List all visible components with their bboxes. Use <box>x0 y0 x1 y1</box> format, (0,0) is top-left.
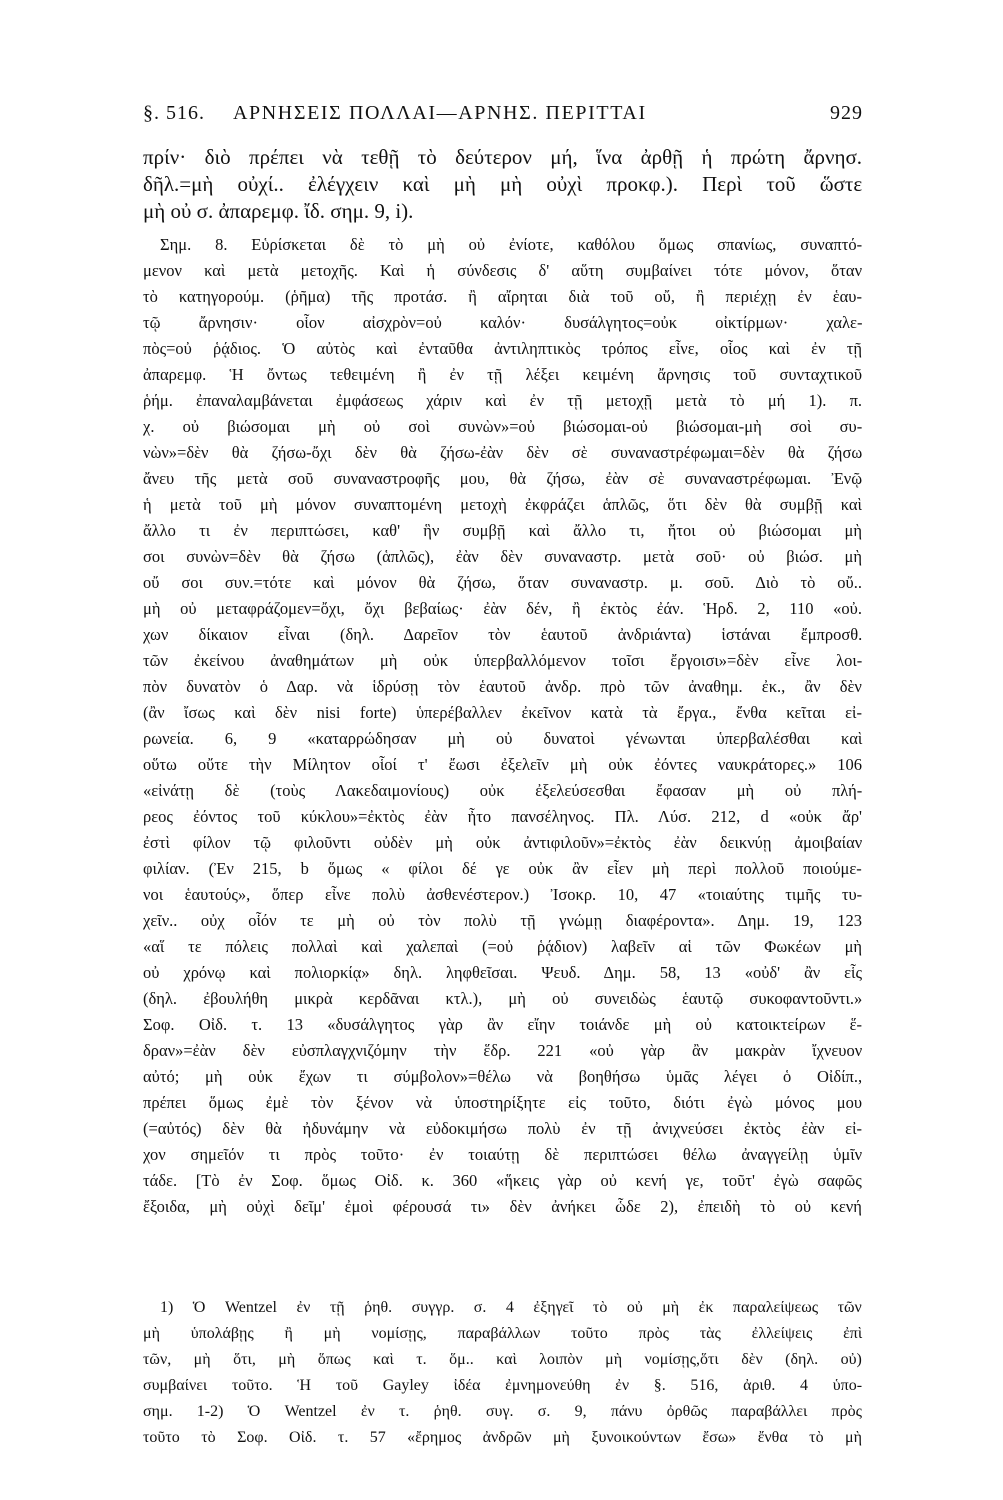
footnotes <box>143 1295 863 1451</box>
text-line: αὐτό; μὴ οὐκ ἔχων τι σύμβολον»=θέλω νὰ βοηθήσω ὑμᾶς λέγει ὁ Οἰδίπ., <box>143 1067 863 1086</box>
text-line: «εἰνάτῃ δὲ (τοὺς Λακεδαιμονίους) οὐκ ἐξελεύσεσθαι ἔφασαν μὴ οὐ πλή- <box>143 781 863 800</box>
page-number: 929 <box>830 102 863 124</box>
text-line: χεῖν.. οὐχ οἷόν τε μὴ οὐ τὸν πολὺ τῇ γνώμῃ διαφέροντα». Δημ. 19, 123 <box>143 911 862 930</box>
text-line: Σοφ. Οἰδ. τ. 13 «δυσάλγητος γὰρ ἂν εἴην τοιάνδε μὴ οὐ κατοικτείρων ἕ- <box>143 1015 863 1034</box>
footnote-line: σημ. 1-2) Ὁ Wentzel ἐν τ. ῥηθ. συγ. σ. 9, πάνυ ὀρθῶς παραβάλλει πρὸς <box>143 1403 862 1420</box>
text-line: ῥήμ. ἐπαναλαμβάνεται ἐμφάσεως χάριν καὶ ἐν τῇ μετοχῇ μετὰ τὸ μή 1). π. <box>143 391 863 410</box>
text-line: οὔ σοι συν.=τότε καὶ μόνον θὰ ζήσω, ὅταν συναναστρ. μ. σοῦ. Διὸ τὸ οὔ.. <box>143 573 862 592</box>
text-line: πρίν· διὸ πρέπει νὰ τεθῇ τὸ δεύτερον μή, ἵνα ἀρθῇ ἡ πρώτη ἄρνησ. <box>143 145 863 169</box>
text-line: δῆλ.=μὴ οὐχί.. ἐλέγχειν καὶ μὴ μὴ οὐχὶ προκφ.). Περὶ τοῦ ὥστε <box>143 172 863 196</box>
text-line: χ. οὐ βιώσομαι μὴ οὐ σοὶ συνὼν»=οὐ βιώσομαι-οὐ βιώσομαι-μὴ σοὶ συ- <box>143 417 863 436</box>
text-line: χον σημεῖόν τι πρὸς τοῦτο· ἐν τοιαύτῃ δὲ περιπτώσει θέλω ἀναγγείλῃ ὑμῖν <box>143 1145 863 1164</box>
text-line: «αἵ τε πόλεις πολλαὶ καὶ χαλεπαὶ (=οὐ ῥᾴδιον) λαβεῖν αἱ τῶν Φωκέων μὴ <box>143 937 863 956</box>
text-line: νοι ἑαυτούς», ὅπερ εἶνε πολὺ ἀσθενέστερον.) Ἰσοκρ. 10, 47 «τοιαύτης τιμῆς τυ- <box>143 885 863 904</box>
text-line: δραν»=ἐὰν δὲν εὐσπλαγχνιζόμην τὴν ἕδρ. 221 «οὐ γὰρ ἂν μακρὰν ἴχνευον <box>143 1041 863 1060</box>
section-number: §. 516. <box>143 102 205 124</box>
text-line: (δηλ. ἐβουλήθη μικρὰ κερδᾶναι κτλ.), μὴ οὐ συνειδὼς ἑαυτῷ συκοφαντοῦντι.» <box>143 989 863 1008</box>
text-line: μὴ οὐ σ. ἀπαρεμφ. ἴδ. σημ. 9, i). <box>143 199 414 223</box>
footnote-line: τῶν, μὴ ὅτι, μὴ ὅπως καὶ τ. ὅμ.. καὶ λοιπὸν μὴ νομίσῃς,ὅτι δὲν (δηλ. οὐ) <box>143 1351 862 1368</box>
remark-text <box>143 232 863 1220</box>
text-line: ἔξοιδα, μὴ οὐχὶ δεῖμ' ἐμοὶ φέρουσά τι» δὲν ἀνήκει ὧδε 2), ἐπειδὴ τὸ οὐ κενή <box>143 1197 862 1216</box>
text-line: οὐ χρόνῳ καὶ πολιορκίᾳ» δηλ. ληφθεῖσαι. Ψευδ. Δημ. 58, 13 «οὐδ' ἂν εἷς <box>143 963 863 982</box>
text-line: ἄλλο τι ἐν περιπτώσει, καθ' ἣν συμβῇ καὶ ἄλλο τι, ἤτοι οὐ βιώσομαι μὴ <box>143 521 862 540</box>
text-line: πὸν δυνατὸν ὁ Δαρ. νὰ ἱδρύσῃ τὸν ἑαυτοῦ ἀνδρ. πρὸ τῶν ἀναθημ. ἐκ., ἂν δὲν <box>143 677 862 696</box>
footnote-line: 1) Ὁ Wentzel ἐν τῇ ῥηθ. συγγρ. σ. 4 ἐξηγεῖ τὸ οὐ μὴ ἐκ παραλείψεως τῶν <box>160 1299 862 1316</box>
text-line: πρέπει ὅμως ἐμὲ τὸν ξένον νὰ ὑποστηρίξητε εἰς τοῦτο, διότι ἐγὼ μόνος μου <box>143 1093 863 1112</box>
text-line: μενον καὶ μετὰ μετοχῆς. Καὶ ἡ σύνδεσις δ' αὕτη συμβαίνει τότε μόνον, ὅταν <box>143 261 863 280</box>
text-line: ἀπαρεμφ. Ἡ ὄντως τεθειμένη ἢ ἐν τῇ λέξει κειμένη ἄρνησις τοῦ συνταχτικοῦ <box>143 365 863 384</box>
text-line: (=αὐτός) δὲν θὰ ἠδυνάμην νὰ εὐδοκιμήσω πολὺ ἐν τῇ ἀνιχνεύσει ἐκτὸς ἐὰν εἰ- <box>143 1119 863 1138</box>
text-line: ἄνευ τῆς μετὰ σοῦ συναναστροφῆς μου, θὰ ζήσω, ἐὰν σὲ συναναστρέφωμαι. Ἐνῷ <box>143 469 863 488</box>
text-line: τῷ ἄρνησιν· οἷον αἰσχρὸν=οὐ καλόν· δυσάλγητος=οὐκ οἰκτίρμων· χαλε- <box>143 313 863 332</box>
text-line: μὴ οὐ μεταφράζομεν=ὄχι, ὄχι βεβαίως· ἐὰν δέν, ἢ ἐκτὸς ἐάν. Ἡρδ. 2, 110 «οὐ. <box>143 599 862 618</box>
text-line: ρεος ἐόντος τοῦ κύκλου»=ἐκτὸς ἐὰν ἦτο πανσέληνος. Πλ. Λύσ. 212, d «οὐκ ἄρ' <box>143 807 863 826</box>
footnote-line: συμβαίνει τοῦτο. Ἡ τοῦ Gayley ἰδέα ἐμνημονεύθη ἐν §. 516, ἀριθ. 4 ὑπο- <box>143 1377 863 1394</box>
text-line: τάδε. [Τὸ ἐν Σοφ. ὅμως Οἰδ. κ. 360 «ἥκεις γὰρ οὐ κενή γε, τοῦτ' ἐγὼ σαφῶς <box>143 1171 862 1190</box>
text-line: τῶν ἐκείνου ἀναθημάτων μὴ οὐκ ὑπερβαλλόμενον τοῖσι ἔργοισι»=δὲν εἶνε λοι- <box>143 651 863 670</box>
book-page <box>143 0 863 1500</box>
text-line: χων δίκαιον εἶναι (δηλ. Δαρεῖον τὸν ἑαυτοῦ ἀνδριάντα) ἱστάναι ἔμπροσθ. <box>143 625 863 644</box>
text-line: φιλίαν. (Ἐν 215, b ὅμως « φίλοι δέ γε οὐκ ἂν εἶεν μὴ περὶ πολλοῦ ποιούμε- <box>143 859 862 878</box>
text-line: (ἂν ἴσως καὶ δὲν nisi forte) ὑπερέβαλλεν ἐκεῖνον κατὰ τὰ ἔργα., ἔνθα κεῖται εἰ- <box>143 703 862 722</box>
text-line: πὸς=οὐ ῥᾴδιος. Ὁ αὐτὸς καὶ ἐνταῦθα ἀντιληπτικὸς τρόπος εἶνε, οἷος καὶ ἐν τῇ <box>143 339 863 358</box>
footnote-line: τοῦτο τὸ Σοφ. Οἰδ. τ. 57 «ἔρημος ἀνδρῶν μὴ ξυνοικούντων ἔσω» ἔνθα τὸ μὴ <box>143 1429 862 1446</box>
text-line: ἡ μετὰ τοῦ μὴ μόνον συναπτομένη μετοχὴ ἐκφράζει ἁπλῶς, ὅτι δὲν θὰ συμβῇ καὶ <box>143 495 862 514</box>
text-line: τὸ κατηγορούμ. (ῥῆμα) τῆς προτάσ. ἢ αἴρηται διὰ τοῦ οὔ, ἢ περιέχῃ ἐν ἑαυ- <box>143 287 862 306</box>
text-line: ἐστὶ φίλον τῷ φιλοῦντι οὐδὲν μὴ οὐκ ἀντιφιλοῦν»=ἐκτὸς ἐὰν δεικνύῃ ἀμοιβαίαν <box>143 833 863 852</box>
text-line: σοι συνὼν=δὲν θὰ ζήσω (ἁπλῶς), ἐὰν δὲν συναναστρ. μετὰ σοῦ· οὐ βιώσ. μὴ <box>143 547 863 566</box>
text-line: νὼν»=δὲν θὰ ζήσω-ὄχι δὲν θὰ ζήσω-ἐὰν δὲν σὲ συναναστρέφωμαι=δὲν θὰ ζήσω <box>143 443 863 462</box>
text-line: Σημ. 8. Εὑρίσκεται δὲ τὸ μὴ οὐ ἐνίοτε, καθόλου ὅμως σπανίως, συναπτό- <box>160 235 863 254</box>
footnote-line: μὴ ὑπολάβῃς ἢ μὴ νομίσῃς, παραβάλλων τοῦτο πρὸς τὰς ἐλλείψεις ἐπὶ <box>143 1325 863 1342</box>
text-line: οὕτω οὔτε τὴν Μίλητον οἷοί τ' ἔωσι ἐξελεῖν μὴ οὐκ ἐόντες ναυκράτορες.» 106 <box>143 755 863 774</box>
text-line: ρωνεία. 6, 9 «καταρρώδησαν μὴ οὐ δυνατοὶ γένωνται ὑπερβαλέσθαι καὶ <box>143 729 863 748</box>
main-text-lead <box>143 144 863 225</box>
running-title: ΑΡΝΗΣΕΙΣ ΠΟΛΛΑΙ—ΑΡΝΗΣ. ΠΕΡΙΤΤΑΙ <box>233 102 647 124</box>
running-head <box>143 99 863 127</box>
